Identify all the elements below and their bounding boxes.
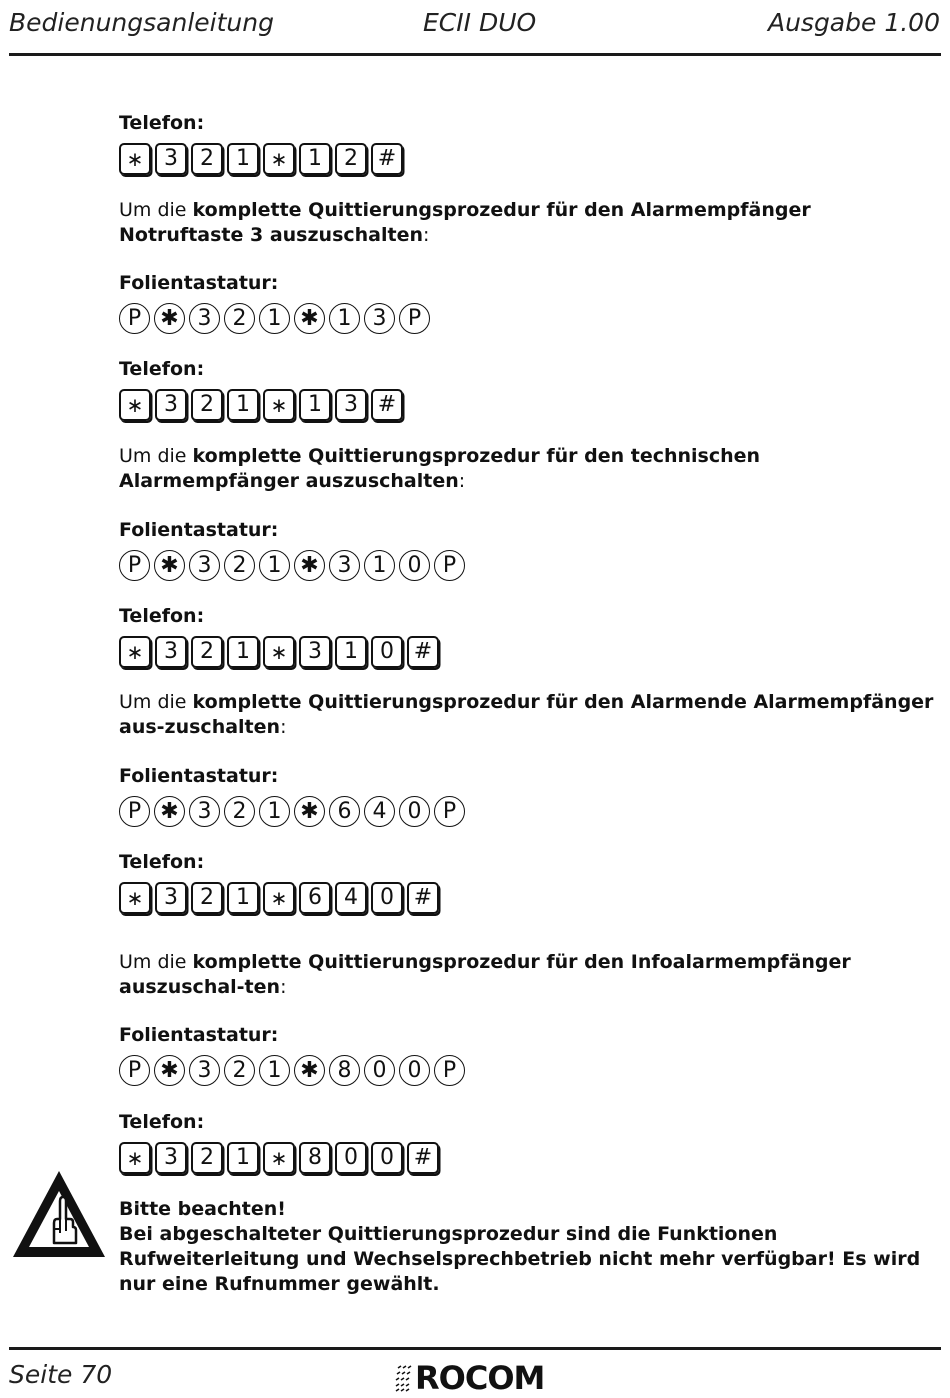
key-glyph: 1 (372, 552, 387, 578)
key-glyph: P (127, 305, 142, 331)
key-glyph: 3 (337, 552, 352, 578)
key-glyph: P (127, 798, 142, 824)
telephone-key (263, 143, 295, 175)
instruction-text: Um die (119, 199, 193, 221)
key-glyph: P (442, 1057, 457, 1083)
instruction-paragraph (119, 690, 934, 740)
note-title: Bitte beachten! (119, 1198, 286, 1220)
telephone-key (227, 1142, 259, 1174)
telephone-key (155, 1142, 187, 1174)
key-glyph: ✱ (160, 798, 179, 824)
telephone-key (299, 636, 331, 668)
key-glyph: 0 (372, 1057, 387, 1083)
membrane-key (294, 1055, 325, 1086)
membrane-key (434, 550, 465, 581)
telephone-key (335, 389, 367, 421)
membrane-key (189, 1055, 220, 1086)
key-glyph: 1 (344, 639, 358, 664)
key-glyph: 2 (200, 885, 214, 910)
key-glyph: 6 (337, 798, 352, 824)
membrane-key (329, 303, 360, 334)
membrane-key (364, 303, 395, 334)
key-glyph: 3 (164, 639, 178, 664)
folientastatur-key-sequence (119, 796, 469, 828)
key-glyph: # (413, 885, 433, 910)
key-glyph: ✱ (160, 552, 179, 578)
key-glyph: P (442, 798, 457, 824)
folientastatur-label: Folientastatur: (119, 272, 279, 294)
attention-note (119, 1197, 944, 1297)
membrane-key (329, 796, 360, 827)
membrane-key (189, 550, 220, 581)
membrane-key (224, 550, 255, 581)
telephone-key (371, 882, 403, 914)
telephone-key (299, 1142, 331, 1174)
instruction-paragraph (119, 198, 934, 248)
key-glyph: ∗ (270, 886, 288, 910)
membrane-key (364, 1055, 395, 1086)
membrane-key (294, 303, 325, 334)
telephone-key (335, 1142, 367, 1174)
attention-hand-triangle-icon (10, 1167, 108, 1261)
key-glyph: ∗ (270, 1146, 288, 1170)
key-glyph: 0 (407, 1057, 422, 1083)
key-glyph: 3 (197, 798, 212, 824)
key-glyph: 2 (232, 552, 247, 578)
instruction-emphasis: komplette Quittierungsprozedur für den Alarmempfänger Notruftaste 3 auszuschalten (119, 199, 811, 246)
instruction-emphasis: komplette Quittierungsprozedur für den Alarmende Alarmempfänger aus-zuschalten (119, 691, 934, 738)
key-glyph: 2 (200, 639, 214, 664)
membrane-key (399, 303, 430, 334)
key-glyph: 3 (197, 552, 212, 578)
folientastatur-label: Folientastatur: (119, 519, 279, 541)
telefon-label: Telefon: (119, 1111, 205, 1133)
folientastatur-key-sequence (119, 550, 469, 582)
key-glyph: 3 (197, 1057, 212, 1083)
key-glyph: 1 (308, 392, 322, 417)
telephone-key (335, 636, 367, 668)
telephone-key (371, 636, 403, 668)
key-glyph: 3 (164, 1145, 178, 1170)
key-glyph: 3 (308, 639, 322, 664)
membrane-key (189, 796, 220, 827)
telephone-key (191, 143, 223, 175)
key-glyph: ✱ (300, 1057, 319, 1083)
telephone-key (371, 143, 403, 175)
key-glyph: 3 (164, 146, 178, 171)
membrane-key (154, 796, 185, 827)
key-glyph: 1 (267, 305, 282, 331)
key-glyph: P (442, 552, 457, 578)
membrane-key (434, 796, 465, 827)
key-glyph: ✱ (300, 305, 319, 331)
key-glyph: 1 (267, 798, 282, 824)
membrane-key (154, 1055, 185, 1086)
membrane-key (399, 1055, 430, 1086)
membrane-key (364, 550, 395, 581)
telefon-label: Telefon: (119, 112, 205, 134)
header-edition: Ausgabe 1.00 (767, 8, 940, 37)
key-glyph: 2 (200, 146, 214, 171)
key-glyph: 4 (372, 798, 387, 824)
key-glyph: 3 (372, 305, 387, 331)
key-glyph: ∗ (126, 147, 144, 171)
membrane-key (399, 550, 430, 581)
key-glyph: 3 (197, 305, 212, 331)
membrane-key (294, 796, 325, 827)
membrane-key (259, 550, 290, 581)
key-glyph: 1 (267, 1057, 282, 1083)
instruction-end: : (423, 224, 430, 246)
instruction-end: : (458, 470, 466, 492)
page-number: Seite 70 (9, 1360, 113, 1389)
telephone-key (119, 1142, 151, 1174)
key-glyph: 3 (164, 392, 178, 417)
membrane-key (224, 303, 255, 334)
telephone-key (119, 882, 151, 914)
telephone-key (227, 389, 259, 421)
telephone-key (191, 1142, 223, 1174)
key-glyph: 1 (267, 552, 282, 578)
key-glyph: 0 (380, 1145, 394, 1170)
instruction-text: Um die (119, 951, 193, 973)
key-glyph: P (127, 1057, 142, 1083)
key-glyph: # (413, 639, 433, 664)
instruction-text: Um die (119, 691, 193, 713)
rocom-logo (395, 1359, 545, 1397)
key-glyph: ∗ (270, 640, 288, 664)
telephone-key (407, 1142, 439, 1174)
membrane-key (154, 303, 185, 334)
key-glyph: 3 (344, 392, 358, 417)
key-glyph: ✱ (160, 305, 179, 331)
membrane-key (119, 550, 150, 581)
membrane-key (119, 303, 150, 334)
telephone-key (371, 389, 403, 421)
key-glyph: 1 (236, 146, 250, 171)
membrane-key (189, 303, 220, 334)
key-glyph: 1 (236, 885, 250, 910)
telephone-key (155, 389, 187, 421)
instruction-end: : (280, 976, 287, 998)
instruction-end: : (280, 716, 287, 738)
membrane-key (364, 796, 395, 827)
key-glyph: ✱ (160, 1057, 179, 1083)
key-glyph: ∗ (126, 640, 144, 664)
key-glyph: 2 (200, 392, 214, 417)
telephone-key (227, 882, 259, 914)
key-glyph: ∗ (126, 393, 144, 417)
key-glyph: 6 (308, 885, 322, 910)
key-glyph: # (377, 146, 397, 171)
folientastatur-label: Folientastatur: (119, 765, 279, 787)
key-glyph: P (407, 305, 422, 331)
telephone-key (299, 389, 331, 421)
instruction-emphasis: komplette Quittierungsprozedur für den Infoalarmempfänger auszuschal-ten (119, 951, 851, 998)
header-device-name: ECII DUO (423, 8, 537, 37)
key-glyph: ∗ (270, 147, 288, 171)
telephone-key (119, 143, 151, 175)
telephone-key (191, 882, 223, 914)
telefon-label: Telefon: (119, 358, 205, 380)
membrane-key (294, 550, 325, 581)
header-manual-title: Bedienungsanleitung (9, 8, 274, 37)
key-glyph: 0 (344, 1145, 358, 1170)
membrane-key (259, 303, 290, 334)
key-glyph: ∗ (270, 393, 288, 417)
telephone-key (407, 636, 439, 668)
folientastatur-label: Folientastatur: (119, 1024, 279, 1046)
membrane-key (259, 796, 290, 827)
telephone-key (227, 636, 259, 668)
note-body: Bei abgeschalteter Quittierungsprozedur sind die Funktionen Rufweiterleitung und Wechselsprechbetrieb nicht mehr verfügbar! Es wird nur eine Rufnummer gewählt. (119, 1223, 921, 1295)
membrane-key (259, 1055, 290, 1086)
membrane-key (154, 550, 185, 581)
folientastatur-key-sequence (119, 1055, 469, 1087)
membrane-key (119, 1055, 150, 1086)
instruction-emphasis: komplette Quittierungsprozedur für den technischen Alarmempfänger auszuschalten (119, 445, 761, 492)
telephone-key (155, 143, 187, 175)
key-glyph: 1 (337, 305, 352, 331)
key-glyph: 2 (344, 146, 358, 171)
key-glyph: ✱ (300, 552, 319, 578)
instruction-paragraph (119, 950, 934, 1000)
key-glyph: 0 (407, 552, 422, 578)
key-glyph: # (377, 392, 397, 417)
telephone-key (263, 389, 295, 421)
key-glyph: 2 (232, 798, 247, 824)
telephone-key (263, 1142, 295, 1174)
key-glyph: 1 (236, 392, 250, 417)
membrane-key (224, 1055, 255, 1086)
key-glyph: 1 (308, 146, 322, 171)
telephone-key (119, 636, 151, 668)
key-glyph: P (127, 552, 142, 578)
key-glyph: # (413, 1145, 433, 1170)
telefon-label: Telefon: (119, 851, 205, 873)
membrane-key (119, 796, 150, 827)
telephone-key (335, 143, 367, 175)
key-glyph: ∗ (126, 886, 144, 910)
header-rule (9, 53, 941, 56)
key-glyph: 2 (232, 1057, 247, 1083)
telephone-key (227, 143, 259, 175)
telefon-key-sequence (119, 882, 443, 914)
key-glyph: 3 (164, 885, 178, 910)
rocom-logo-icon (395, 1364, 413, 1392)
telephone-key (263, 636, 295, 668)
key-glyph: ✱ (300, 798, 319, 824)
key-glyph: 8 (337, 1057, 352, 1083)
key-glyph: 0 (407, 798, 422, 824)
telefon-key-sequence (119, 143, 407, 175)
key-glyph: ∗ (126, 1146, 144, 1170)
membrane-key (224, 796, 255, 827)
footer-rule (9, 1347, 941, 1350)
instruction-paragraph (119, 444, 934, 494)
key-glyph: 4 (344, 885, 358, 910)
telephone-key (191, 389, 223, 421)
telephone-key (155, 636, 187, 668)
telefon-key-sequence (119, 1142, 443, 1174)
instruction-text: Um die (119, 445, 193, 467)
telefon-key-sequence (119, 636, 443, 668)
membrane-key (329, 1055, 360, 1086)
key-glyph: 0 (380, 639, 394, 664)
key-glyph: 2 (200, 1145, 214, 1170)
telephone-key (299, 143, 331, 175)
key-glyph: 2 (232, 305, 247, 331)
telephone-key (299, 882, 331, 914)
membrane-key (434, 1055, 465, 1086)
telefon-label: Telefon: (119, 605, 205, 627)
telephone-key (119, 389, 151, 421)
telephone-key (263, 882, 295, 914)
telephone-key (407, 882, 439, 914)
rocom-logo-text: ROCOM (415, 1359, 545, 1397)
key-glyph: 1 (236, 639, 250, 664)
folientastatur-key-sequence (119, 303, 434, 335)
membrane-key (399, 796, 430, 827)
key-glyph: 8 (308, 1145, 322, 1170)
key-glyph: 1 (236, 1145, 250, 1170)
key-glyph: 0 (380, 885, 394, 910)
telephone-key (371, 1142, 403, 1174)
telephone-key (191, 636, 223, 668)
telephone-key (155, 882, 187, 914)
telephone-key (335, 882, 367, 914)
telefon-key-sequence (119, 389, 407, 421)
membrane-key (329, 550, 360, 581)
